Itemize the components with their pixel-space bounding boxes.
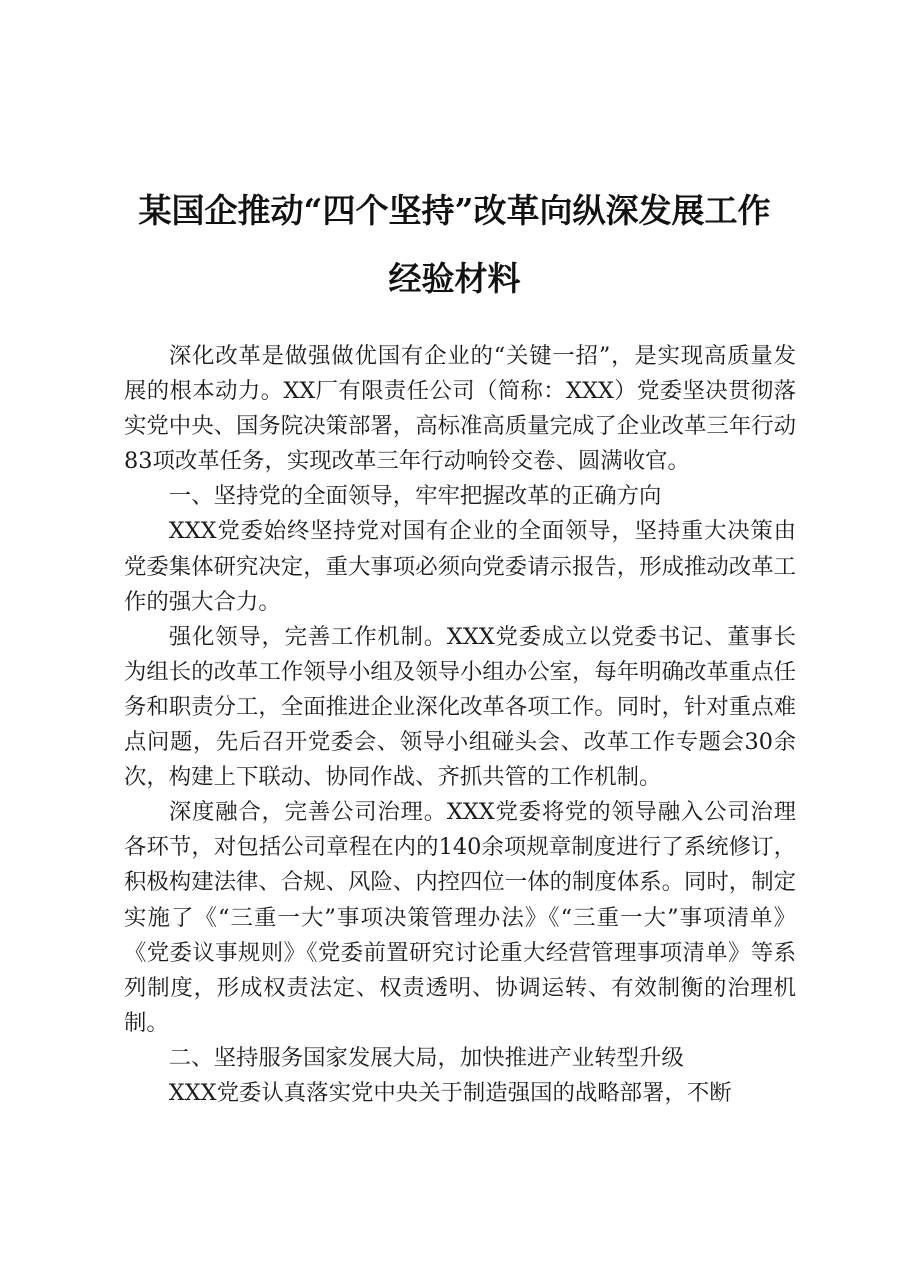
paragraph-section1-intro: XXX党委始终坚持党对国有企业的全面领导，坚持重大决策由党委集体研究决定，重大事项必须向党委请示报告，形成推动改革工作的强大合力。 (124, 518, 796, 615)
paragraph-deep-integration: 深度融合，完善公司治理。XXX党委将党的领导融入公司治理各环节，对包括公司章程在内的140余项规章制度进行了系统修订，积极构建法律、合规、风险、内控四位一体的制度体系。同时，制定实施了《“三重一大”事项决策管理办法》《“三重一大”事项清单》《党委议事规则》《党委前置研究讨论重大经营管理事项清单》等系列制度，形成权责法定、权责透明、协调运转、有效制衡的治理机制。 (124, 799, 796, 1036)
paragraph-section2-intro: XXX党委认真落实党中央关于制造强国的战略部署，不断 (168, 1079, 732, 1106)
section-heading-1: 一、坚持党的全面领导，牢牢把握改革的正确方向 (168, 483, 662, 510)
paragraph-intro: 深化改革是做强做优国有企业的“关键一招”，是实现高质量发展的根本动力。XX厂有限责任公司（简称：XXX）党委坚决贯彻落实党中央、国务院决策部署，高标准高质量完成了企业改革三年行动83项改革任务，实现改革三年行动响铃交卷、圆满收官。 (124, 343, 796, 475)
title-line-2: 经验材料 (388, 259, 521, 298)
section-heading-2: 二、坚持服务国家发展大局，加快推进产业转型升级 (168, 1044, 684, 1071)
paragraph-strengthen-leadership: 强化领导，完善工作机制。XXX党委成立以党委书记、董事长为组长的改革工作领导小组及领导小组办公室，每年明确改革重点任务和职责分工，全面推进企业深化改革各项工作。同时，针对重点难点问题，先后召开党委会、领导小组碰头会、改革工作专题会30余次，构建上下联动、协同作战、齐抓共管的工作机制。 (124, 623, 796, 791)
title-line-1: 某国企推动“四个坚持”改革向纵深发展工作 (138, 191, 771, 230)
document-body (124, 339, 796, 1111)
document-title (0, 177, 909, 313)
